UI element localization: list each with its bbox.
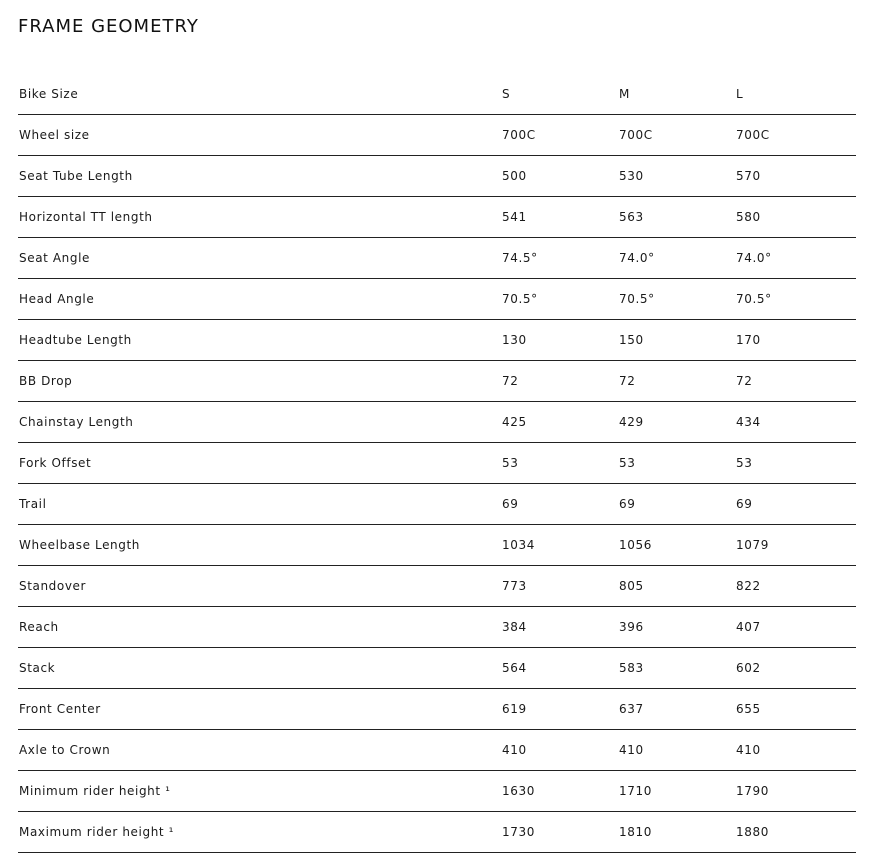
- cell-size-m: 74.0°: [618, 238, 735, 279]
- geometry-table-body: [18, 115, 856, 853]
- cell-size-m: 563: [618, 197, 735, 238]
- table-row: [18, 279, 856, 320]
- cell-size-l: 1790: [735, 771, 856, 812]
- cell-size-s: 53: [501, 443, 618, 484]
- header-size-m: M: [618, 74, 735, 115]
- row-label: Axle to Crown: [18, 730, 501, 771]
- geometry-table-header: [18, 74, 856, 115]
- table-row: [18, 238, 856, 279]
- cell-size-l: 602: [735, 648, 856, 689]
- cell-size-l: 1880: [735, 812, 856, 853]
- header-label: Bike Size: [18, 74, 501, 115]
- header-size-s: S: [501, 74, 618, 115]
- table-row: [18, 443, 856, 484]
- geometry-table: [18, 74, 856, 853]
- page-title: FRAME GEOMETRY: [18, 16, 199, 37]
- row-label: Head Angle: [18, 279, 501, 320]
- cell-size-s: 619: [501, 689, 618, 730]
- cell-size-m: 53: [618, 443, 735, 484]
- cell-size-s: 130: [501, 320, 618, 361]
- cell-size-s: 564: [501, 648, 618, 689]
- cell-size-l: 700C: [735, 115, 856, 156]
- cell-size-l: 69: [735, 484, 856, 525]
- cell-size-l: 434: [735, 402, 856, 443]
- table-row: [18, 361, 856, 402]
- row-label: Standover: [18, 566, 501, 607]
- cell-size-l: 822: [735, 566, 856, 607]
- cell-size-l: 580: [735, 197, 856, 238]
- cell-size-s: 384: [501, 607, 618, 648]
- cell-size-m: 583: [618, 648, 735, 689]
- cell-size-l: 72: [735, 361, 856, 402]
- cell-size-s: 773: [501, 566, 618, 607]
- table-row: [18, 812, 856, 853]
- header-row: [18, 74, 856, 115]
- cell-size-s: 70.5°: [501, 279, 618, 320]
- cell-size-s: 1034: [501, 525, 618, 566]
- cell-size-l: 410: [735, 730, 856, 771]
- row-label: Wheel size: [18, 115, 501, 156]
- cell-size-m: 150: [618, 320, 735, 361]
- cell-size-m: 700C: [618, 115, 735, 156]
- row-label: Fork Offset: [18, 443, 501, 484]
- cell-size-m: 1056: [618, 525, 735, 566]
- table-row: [18, 484, 856, 525]
- row-label: Minimum rider height ¹: [18, 771, 501, 812]
- cell-size-s: 69: [501, 484, 618, 525]
- row-label: Horizontal TT length: [18, 197, 501, 238]
- table-row: [18, 320, 856, 361]
- row-label: Seat Angle: [18, 238, 501, 279]
- cell-size-s: 410: [501, 730, 618, 771]
- table-row: [18, 771, 856, 812]
- cell-size-m: 1810: [618, 812, 735, 853]
- cell-size-l: 74.0°: [735, 238, 856, 279]
- cell-size-l: 570: [735, 156, 856, 197]
- cell-size-s: 541: [501, 197, 618, 238]
- table-row: [18, 525, 856, 566]
- cell-size-s: 425: [501, 402, 618, 443]
- table-row: [18, 197, 856, 238]
- cell-size-m: 530: [618, 156, 735, 197]
- table-row: [18, 648, 856, 689]
- cell-size-l: 407: [735, 607, 856, 648]
- cell-size-m: 410: [618, 730, 735, 771]
- cell-size-s: 1730: [501, 812, 618, 853]
- cell-size-m: 805: [618, 566, 735, 607]
- cell-size-l: 70.5°: [735, 279, 856, 320]
- cell-size-m: 70.5°: [618, 279, 735, 320]
- table-row: [18, 730, 856, 771]
- cell-size-m: 69: [618, 484, 735, 525]
- cell-size-m: 429: [618, 402, 735, 443]
- row-label: Reach: [18, 607, 501, 648]
- cell-size-l: 655: [735, 689, 856, 730]
- table-row: [18, 115, 856, 156]
- cell-size-m: 1710: [618, 771, 735, 812]
- row-label: Seat Tube Length: [18, 156, 501, 197]
- cell-size-l: 170: [735, 320, 856, 361]
- row-label: Stack: [18, 648, 501, 689]
- cell-size-s: 700C: [501, 115, 618, 156]
- cell-size-s: 72: [501, 361, 618, 402]
- row-label: Trail: [18, 484, 501, 525]
- table-row: [18, 402, 856, 443]
- table-row: [18, 607, 856, 648]
- cell-size-l: 1079: [735, 525, 856, 566]
- row-label: Wheelbase Length: [18, 525, 501, 566]
- table-row: [18, 566, 856, 607]
- row-label: BB Drop: [18, 361, 501, 402]
- table-row: [18, 156, 856, 197]
- cell-size-s: 500: [501, 156, 618, 197]
- header-size-l: L: [735, 74, 856, 115]
- row-label: Front Center: [18, 689, 501, 730]
- cell-size-m: 72: [618, 361, 735, 402]
- cell-size-m: 637: [618, 689, 735, 730]
- row-label: Chainstay Length: [18, 402, 501, 443]
- cell-size-l: 53: [735, 443, 856, 484]
- cell-size-s: 1630: [501, 771, 618, 812]
- cell-size-s: 74.5°: [501, 238, 618, 279]
- row-label: Headtube Length: [18, 320, 501, 361]
- cell-size-m: 396: [618, 607, 735, 648]
- table-row: [18, 689, 856, 730]
- row-label: Maximum rider height ¹: [18, 812, 501, 853]
